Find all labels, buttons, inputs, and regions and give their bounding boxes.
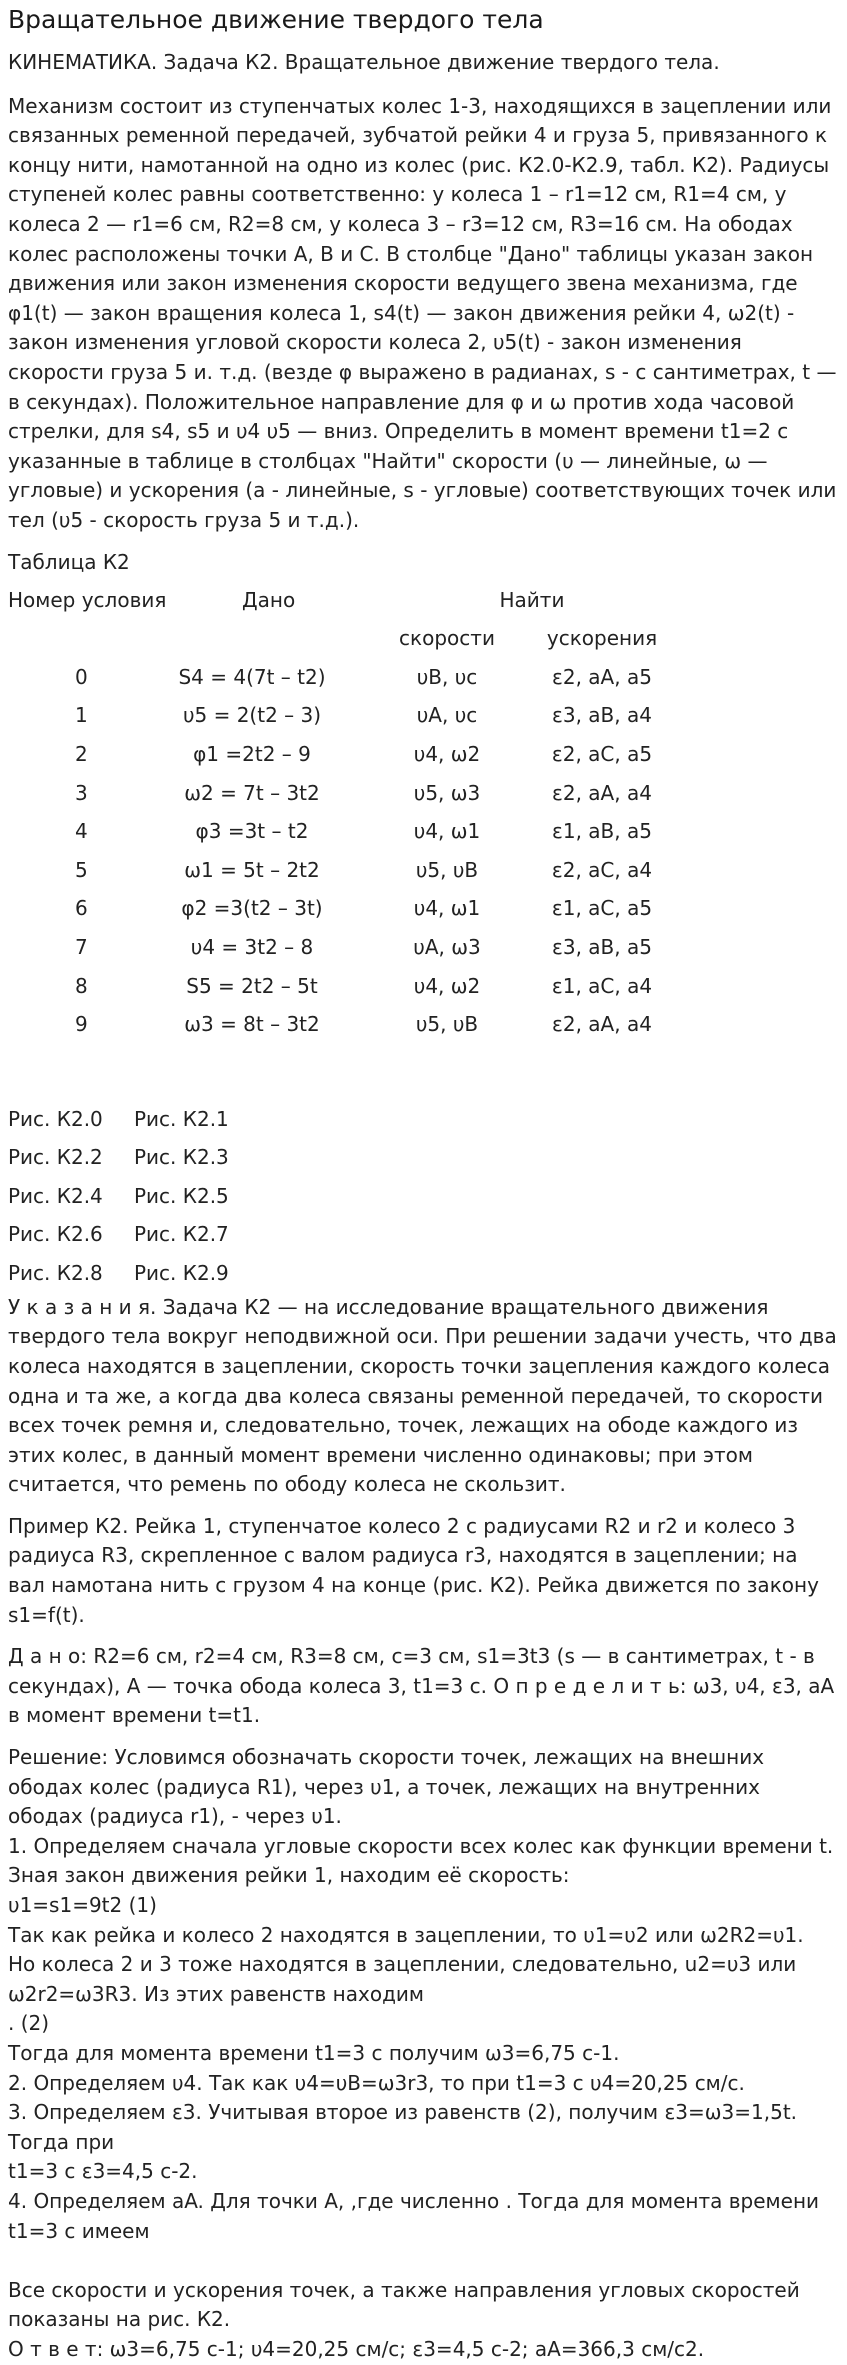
row-accelerations: ε1, aB, a5 (552, 819, 652, 844)
row-number: 7 (75, 934, 88, 959)
row-given: ω2 = 7t – 3t2 (184, 780, 320, 805)
solution-line: О т в е т: ω3=6,75 с-1; υ4=20,25 см/с; ε3=4,5 с-2; aA=366,3 см/с2. (8, 2336, 705, 2361)
figure-row (8, 1139, 837, 1178)
row-given: φ1 =2t2 – 9 (193, 741, 311, 766)
table-row (8, 697, 837, 736)
table-row (8, 735, 837, 774)
row-velocities: υB, υc (416, 664, 478, 689)
figure-label: Рис. К2.5 (134, 1183, 229, 1208)
example-paragraph: Пример К2. Рейка 1, ступенчатое колесо 2 с радиусами R2 и r2 и колесо 3 радиуса R3, скрепленное с валом радиуса r3, находятся в зацеплении; на вал намотана нить с грузом 4 на конце (рис. К2). Рейка движется по закону s1=f(t). (8, 1513, 819, 1627)
solution-line: 2. Определяем υ4. Так как υ4=υB=ω3r3, то при t1=3 с υ4=20,25 см/с. (8, 2070, 745, 2095)
figure-row (8, 1100, 837, 1139)
row-velocities: υ5, ω3 (413, 780, 481, 805)
row-given: υ5 = 2(t2 – 3) (182, 703, 322, 728)
table-row (8, 928, 837, 967)
row-number: 5 (75, 857, 88, 882)
row-given: ω3 = 8t – 3t2 (184, 1012, 320, 1037)
table-row (8, 890, 837, 929)
row-accelerations: ε3, aB, a5 (552, 934, 652, 959)
table-row (8, 967, 837, 1006)
row-given: φ2 =3(t2 – 3t) (181, 896, 323, 921)
row-velocities: υA, ω3 (413, 934, 481, 959)
row-accelerations: ε2, aC, a4 (551, 857, 653, 882)
row-given: S5 = 2t2 – 5t (186, 973, 318, 998)
row-number: 0 (75, 664, 88, 689)
solution-line (8, 2246, 837, 2276)
figure-label: Рис. К2.6 (8, 1222, 103, 1247)
row-number: 6 (75, 896, 88, 921)
solution-line: . (2) (8, 2011, 50, 2036)
table-row (8, 813, 837, 852)
row-given: S4 = 4(7t – t2) (178, 664, 326, 689)
solution-line: 1. Определяем сначала угловые скорости всех колес как функции времени t. Зная закон движения рейки 1, находим её скорость: (8, 1833, 834, 1888)
solution-line: υ1=s1=9t2 (1) (8, 1893, 157, 1917)
header-given: Дано (242, 587, 296, 612)
row-number: 9 (75, 1012, 88, 1037)
table-row (8, 851, 837, 890)
figure-label: Рис. К2.4 (8, 1183, 103, 1208)
header-accelerations: ускорения (546, 626, 658, 651)
row-number: 2 (75, 741, 88, 766)
figure-list (8, 1100, 837, 1293)
table-row (8, 1006, 837, 1045)
row-accelerations: ε2, aA, a5 (552, 664, 652, 689)
row-number: 3 (75, 780, 88, 805)
row-accelerations: ε1, aC, a5 (551, 896, 653, 921)
table-row (8, 658, 837, 697)
table-caption: Таблица К2 (8, 549, 130, 574)
row-velocities: υ4, ω1 (413, 896, 481, 921)
table-header-row (8, 581, 837, 620)
row-number: 8 (75, 973, 88, 998)
row-velocities: υ4, ω2 (413, 741, 481, 766)
figure-label: Рис. К2.2 (8, 1145, 103, 1170)
figure-row (8, 1216, 837, 1255)
row-accelerations: ε2, aC, a5 (551, 741, 653, 766)
table-row (8, 774, 837, 813)
solution-line: Все скорости и ускорения точек, а также направления угловых скоростей показаны на рис. К2. (8, 2277, 800, 2332)
figure-label: Рис. К2.9 (134, 1260, 229, 1285)
row-given: υ4 = 3t2 – 8 (190, 934, 314, 959)
row-given: ω1 = 5t – 2t2 (184, 857, 320, 882)
subtitle: КИНЕМАТИКА. Задача К2. Вращательное движение твердого тела. (8, 50, 720, 74)
row-accelerations: ε1, aC, a4 (551, 973, 653, 998)
row-accelerations: ε3, aB, a4 (552, 703, 652, 728)
solution-line: t1=3 с ε3=4,5 с-2. (8, 2159, 198, 2184)
row-number: 4 (75, 819, 88, 844)
figure-row (8, 1254, 837, 1293)
solution-line: 3. Определяем ε3. Учитывая второе из равенств (2), получим ε3=ω3=1,5t. Тогда при (8, 2100, 798, 2154)
table-body (8, 658, 837, 1044)
solution-line: Решение: Условимся обозначать скорости точек, лежащих на внешних ободах колес (радиуса R1), через υ1, а точек, лежащих на внутренних ободах (радиуса r1), - через υ1. (8, 1745, 765, 1829)
intro-paragraph: Механизм состоит из ступенчатых колес 1-3, находящихся в зацеплении или связанных ременной передачей, зубчатой рейки 4 и груза 5, привязанного к концу нити, намотанной на одно из колес (рис. К2.0-К2.9, табл. К2). Радиусы ступеней колес равны соответственно: у колеса 1 – r1=12 см, R1=4 см, у колеса 2 — r1=6 см, R2=8 см, у колеса 3 – r3=12 см, R3=16 см. На ободах колес расположены точки А, В и С. В столбце "Дано" таблицы указан закон движения или закон изменения скорости ведущего звена механизма, где φ1(t) — закон вращения колеса 1, s4(t) — закон движения рейки 4, ω2(t) - закон изменения угловой скорости колеса 2, υ5(t) - закон изменения скорости груза 5 и. т.д. (везде φ выражено в радианах, s - с сантиметрах, t — в секундах). Положительное направление для φ и ω против хода часовой стрелки, для s4, s5 и υ4 υ5 — вниз. Определить в момент времени t1=2 с указанные в таблице в столбцах "Найти" скорости (υ — линейные, ω — угловые) и ускорения (а - линейные, s - угловые) соответствующих точек или тел (υ5 - скорость груза 5 и т.д.). (8, 93, 837, 532)
instructions-paragraph: У к а з а н и я. Задача К2 — на исследование вращательного движения твердого тела вокруг неподвижной оси. При решении задачи учесть, что два колеса находятся в зацеплении, скорость точки зацепления каждого колеса одна и та же, а когда два колеса связаны ременной передачей, то скорости всех точек ремня и, следовательно, точек, лежащих на ободе каждого из этих колес, в данный момент времени численно одинаковы; при этом считается, что ремень по ободу колеса не скользит. (8, 1294, 837, 1497)
row-accelerations: ε2, aA, a4 (552, 1012, 652, 1037)
row-velocities: υ4, ω1 (413, 819, 481, 844)
conditions-table (8, 581, 837, 1044)
header-velocities: скорости (399, 626, 495, 651)
document (0, 4, 847, 2365)
row-given: φ3 =3t – t2 (195, 819, 309, 844)
solution-line: Тогда для момента времени t1=3 с получим ω3=6,75 с-1. (8, 2040, 620, 2065)
solution-block (8, 1743, 837, 2364)
row-accelerations: ε2, aA, a4 (552, 780, 652, 805)
figure-row (8, 1177, 837, 1216)
row-velocities: υ5, υB (415, 1012, 479, 1037)
header-find: Найти (499, 587, 565, 612)
figure-label: Рис. К2.8 (8, 1260, 103, 1285)
solution-line: Так как рейка и колесо 2 находятся в зацеплении, то υ1=υ2 или ω2R2=υ1. Но колеса 2 и 3 тоже находятся в зацеплении, следовательно, u2=υ3 или ω2r2=ω3R3. Из этих равенств находим (8, 1922, 804, 2006)
figure-label: Рис. К2.3 (134, 1145, 229, 1170)
row-velocities: υ5, υB (415, 857, 479, 882)
figure-label: Рис. К2.1 (134, 1106, 229, 1131)
header-number: Номер условия (8, 587, 167, 612)
row-velocities: υ4, ω2 (413, 973, 481, 998)
figure-label: Рис. К2.0 (8, 1106, 103, 1131)
table-subheader-row (8, 620, 837, 659)
figure-label: Рис. К2.7 (134, 1222, 229, 1247)
row-number: 1 (75, 703, 88, 728)
given-paragraph: Д а н о: R2=6 см, r2=4 см, R3=8 см, c=3 см, s1=3t3 (s — в сантиметрах, t - в секундах), А — точка обода колеса 3, t1=3 с. О п р е д е л и т ь: ω3, υ4, ε3, aA в момент времени t=t1. (8, 1644, 835, 1728)
page-title: Вращательное движение твердого тела (8, 5, 544, 34)
solution-line: 4. Определяем aA. Для точки А, ,где численно . Тогда для момента времени t1=3 с имеем (8, 2188, 820, 2243)
row-velocities: υA, υc (416, 703, 478, 728)
